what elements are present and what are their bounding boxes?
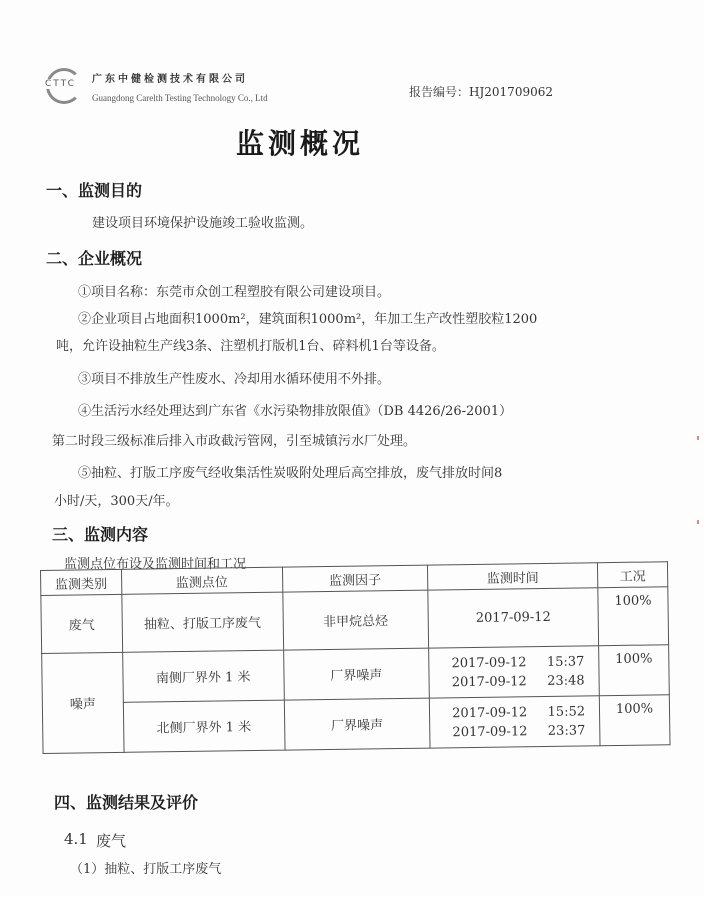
report-number: 报告编号：HJ201709062 [409,85,553,99]
results-item-1: （1）抽粒、打版工序废气 [70,862,222,877]
overview-item-4a: ④生活污水经处理达到广东省《水污染物排放限值》（DB 4426/26-2001） [78,404,513,419]
overview-item-5b: 小时/天，300天/年。 [54,494,179,509]
cell-factor: 厂界噪声 [283,648,429,700]
overview-item-2b: 吨，允许设抽粒生产线3条、注塑机打版机1台、碎料机1台等设备。 [56,339,445,354]
monitoring-table [40,561,671,754]
time-date: 2017-09-12 [452,723,528,740]
header-factor: 监测因子 [282,565,428,592]
section-heading-results: 四、监测结果及评价 [54,793,199,812]
time-entry [433,652,594,673]
cell-condition: 100% [598,587,669,646]
cell-condition: 100% [599,695,670,746]
table-row [42,645,670,704]
time-clock: 23:48 [547,672,585,689]
logo-text: CTTC [45,79,76,89]
company-name-en: Guangdong Carelth Testing Technology Co., Ltd [92,93,268,103]
time-date: 2017-09-12 [452,704,528,721]
table-caption: 监测点位布设及监测时间和工况 [64,557,247,572]
header-condition: 工况 [597,562,667,588]
purpose-text: 建设项目环境保护设施竣工验收监测。 [92,216,314,231]
section-heading-overview: 二、企业概况 [46,249,143,268]
scan-mark [697,436,699,440]
header-category: 监测类别 [41,569,122,595]
time-clock: 15:52 [547,703,586,720]
section-heading-content: 三、监测内容 [52,525,149,544]
cell-point: 北侧厂界外 1 米 [123,700,284,752]
time-entry [434,671,595,692]
scan-mark [697,520,699,524]
cell-time [430,696,601,748]
subsection-heading: 废气 [96,832,127,850]
time-clock: 23:37 [547,722,586,739]
subsection-number: 4.1 [64,830,88,848]
cell-point: 南侧厂界外 1 米 [123,650,284,702]
header-time: 监测时间 [428,563,598,590]
time-date: 2017-09-12 [451,654,527,671]
cell-category: 废气 [41,594,123,653]
time-date: 2017-09-12 [451,673,527,690]
overview-item-4b: 第二时段三级标准后排入市政截污管网，引至城镇污水厂处理。 [52,434,417,449]
time-entry [434,702,595,723]
time-clock: 15:37 [546,653,585,670]
overview-item-1: ①项目名称：东莞市众创工程塑胶有限公司建设项目。 [78,285,391,300]
overview-item-5a: ⑤抽粒、打版工序废气经收集活性炭吸附处理后高空排放，废气排放时间8 [78,466,503,481]
cell-category: 噪声 [42,652,124,753]
cell-factor: 非甲烷总烃 [282,590,428,650]
cell-time [429,646,600,698]
table-row [41,587,669,654]
time-entry [434,721,595,742]
overview-item-2a: ②企业项目占地面积1000m²，建筑面积1000m²，年加工生产改性塑胶粒1200 [78,312,538,327]
company-logo [44,68,88,106]
overview-item-3: ③项目不排放生产性废水、冷却用水循环使用不外排。 [78,372,391,387]
page-title: 监测概况 [236,127,365,160]
company-name-cn: 广东中健检测技术有限公司 [92,74,248,85]
table-row [42,695,670,754]
cell-point: 抽粒、打版工序废气 [122,592,283,652]
header-point: 监测点位 [121,567,282,594]
cell-condition: 100% [599,645,670,696]
section-heading-purpose: 一、监测目的 [46,181,143,200]
cell-factor: 厂界噪声 [284,698,430,750]
cell-time: 2017-09-12 [428,588,599,648]
